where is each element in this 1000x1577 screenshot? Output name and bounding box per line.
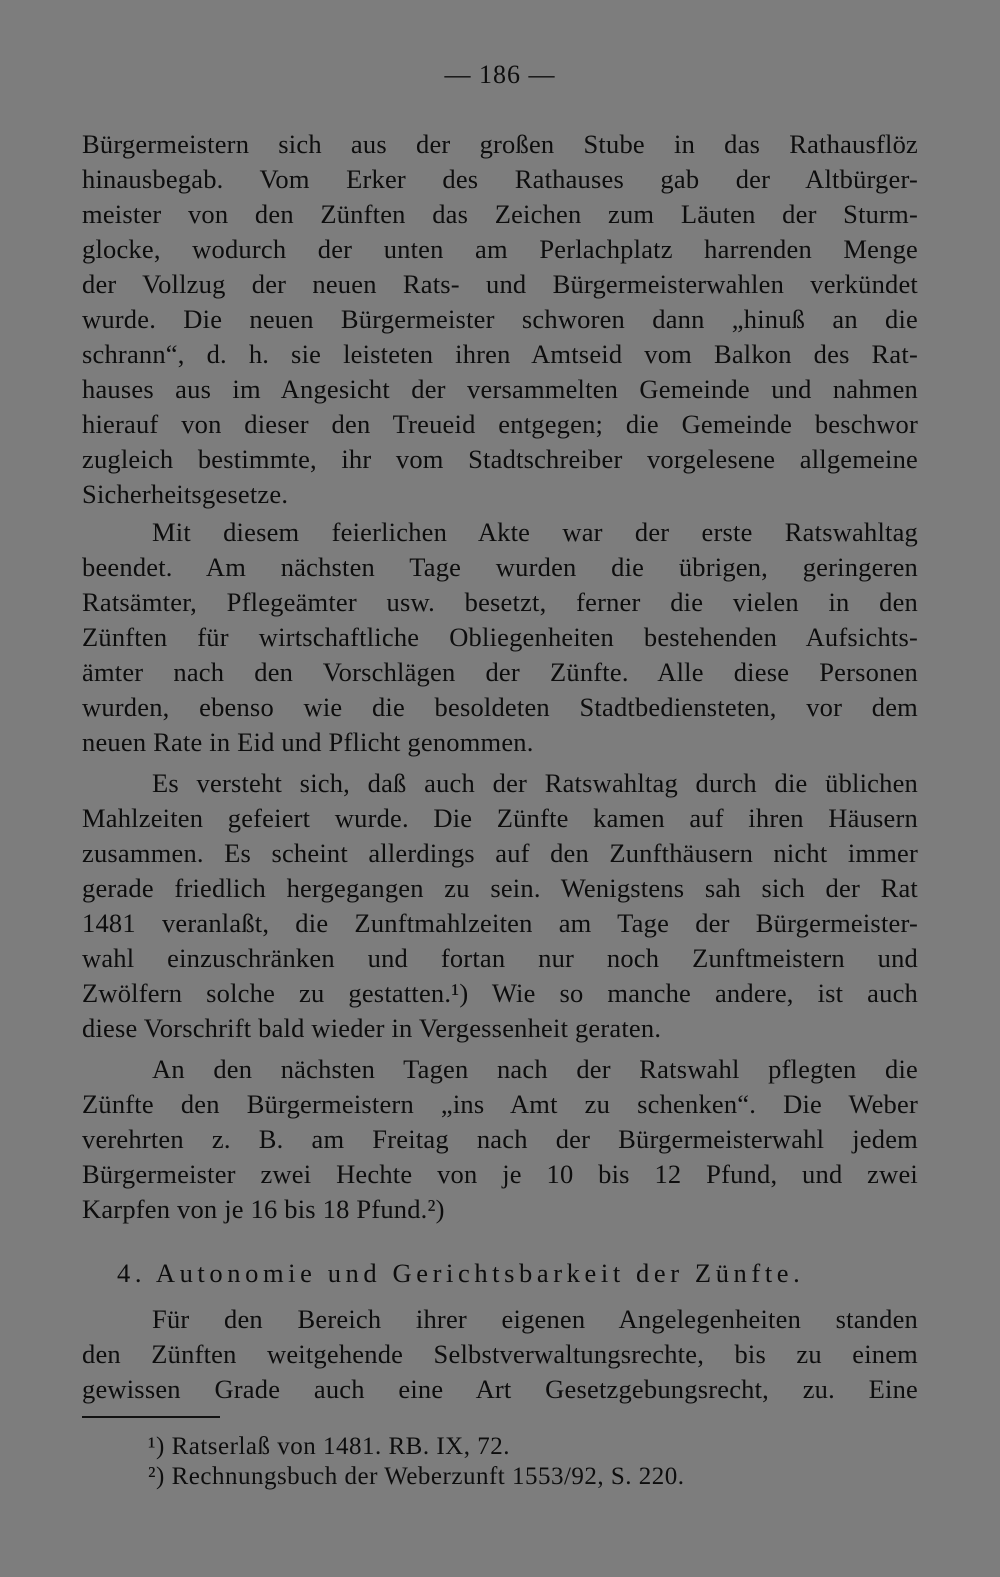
footnote-divider (82, 1416, 220, 1418)
text-line: hierauf von dieser den Treueid entgegen; die Gemeinde beschwor (82, 409, 918, 439)
text-line: den Zünften weitgehende Selbstverwaltungsrechte, bis zu einem (82, 1339, 918, 1369)
text-line: Bürgermeister zwei Hechte von je 10 bis 12 Pfund, und zwei (82, 1159, 918, 1189)
text-line: Zünften für wirtschaftliche Obliegenheiten bestehenden Aufsichts- (82, 622, 918, 652)
text-line: wahl einzuschränken und fortan nur noch Zunftmeistern und (82, 943, 918, 973)
footnotes (148, 1432, 685, 1492)
page-number: — 186 — (444, 60, 556, 89)
footnote: ¹) Ratserlaß von 1481. RB. IX, 72. (148, 1433, 510, 1460)
text-line: Sicherheitsgesetze. (82, 479, 289, 509)
paragraph-1 (82, 127, 918, 512)
text-line: wurde. Die neuen Bürgermeister schworen dann „hinuß an die (82, 304, 918, 334)
text-line: wurden, ebenso wie die besoldeten Stadtbediensteten, vor dem (82, 692, 918, 722)
paragraph-2 (82, 515, 918, 760)
text-line: der Vollzug der neuen Rats- und Bürgermeisterwahlen verkündet (82, 269, 918, 299)
text-line: neuen Rate in Eid und Pflicht genommen. (82, 727, 534, 757)
text-line: diese Vorschrift bald wieder in Vergessenheit geraten. (82, 1013, 662, 1043)
text-line: gerade friedlich hergegangen zu sein. Wenigstens sah sich der Rat (82, 873, 918, 903)
text-line: An den nächsten Tagen nach der Ratswahl pflegten die (152, 1054, 918, 1084)
text-line: meister von den Zünften das Zeichen zum Läuten der Sturm- (82, 199, 918, 229)
paragraph-4 (82, 1052, 918, 1227)
text-line: Bürgermeistern sich aus der großen Stube in das Rathausflöz (82, 129, 918, 159)
text-line: ämter nach den Vorschlägen der Zünfte. Alle diese Personen (82, 657, 918, 687)
text-line: zusammen. Es scheint allerdings auf den Zunfthäusern nicht immer (82, 838, 918, 868)
text-line: glocke, wodurch der unten am Perlachplatz harrenden Menge (82, 234, 918, 264)
text-line: Ratsämter, Pflegeämter usw. besetzt, ferner die vielen in den (82, 587, 918, 617)
text-line: Zwölfern solche zu gestatten.¹) Wie so manche andere, ist auch (82, 978, 918, 1008)
text-line: verehrten z. B. am Freitag nach der Bürgermeisterwahl jedem (82, 1124, 918, 1154)
text-line: hinausbegab. Vom Erker des Rathauses gab der Altbürger- (82, 164, 918, 194)
text-line: Für den Bereich ihrer eigenen Angelegenheiten standen (152, 1304, 918, 1334)
section-heading: 4. Autonomie und Gerichtsbarkeit der Zünfte. (117, 1258, 805, 1288)
text-line: schrann“, d. h. sie leisteten ihren Amtseid vom Balkon des Rat- (82, 339, 918, 369)
text-line: Es versteht sich, daß auch der Ratswahltag durch die üblichen (152, 768, 918, 798)
text-line: 1481 veranlaßt, die Zunftmahlzeiten am Tage der Bürgermeister- (82, 908, 918, 938)
text-line: hauses aus im Angesicht der versammelten Gemeinde und nahmen (82, 374, 918, 404)
text-line: Zünfte den Bürgermeistern „ins Amt zu schenken“. Die Weber (82, 1089, 918, 1119)
text-line: beendet. Am nächsten Tage wurden die übrigen, geringeren (82, 552, 918, 582)
text-line: Mahlzeiten gefeiert wurde. Die Zünfte kamen auf ihren Häusern (82, 803, 918, 833)
text-line: Mit diesem feierlichen Akte war der erste Ratswahltag (152, 517, 918, 547)
footnote: ²) Rechnungsbuch der Weberzunft 1553/92, S. 220. (148, 1463, 685, 1490)
text-line: Karpfen von je 16 bis 18 Pfund.²) (82, 1194, 445, 1224)
paragraph-5 (82, 1302, 918, 1407)
text-line: zugleich bestimmte, ihr vom Stadtschreiber vorgelesene allgemeine (82, 444, 918, 474)
paragraph-3 (82, 766, 918, 1046)
text-line: gewissen Grade auch eine Art Gesetzgebungsrecht, zu. Eine (82, 1374, 918, 1404)
